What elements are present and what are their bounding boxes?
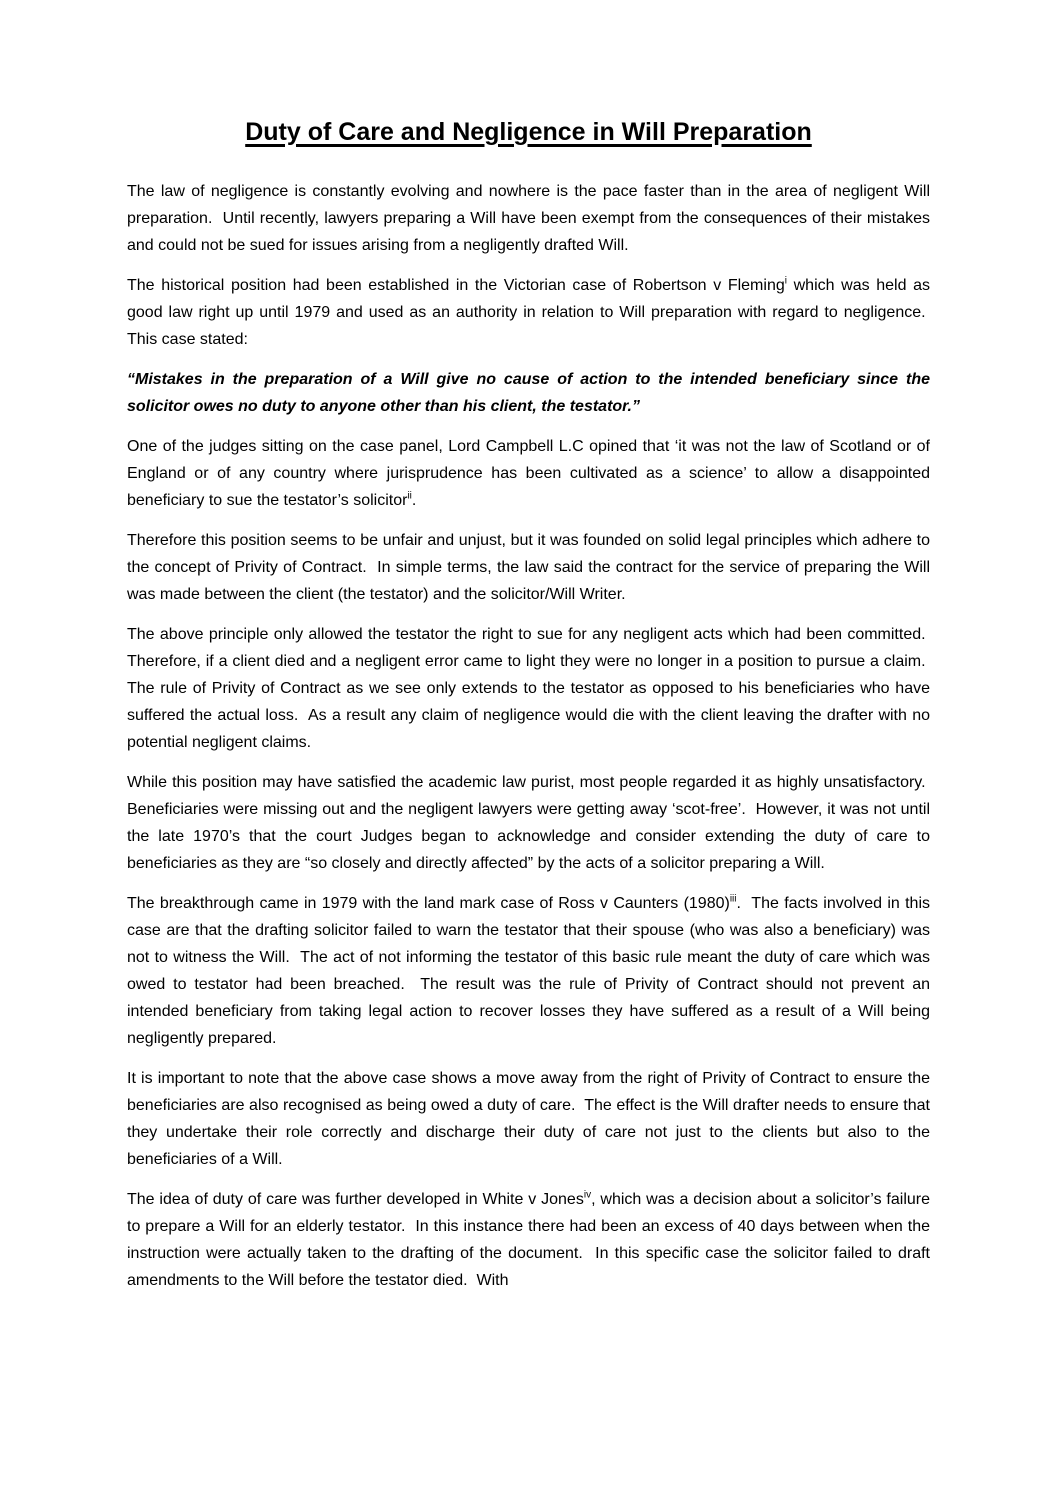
text-run: which was held as good law right up until 1979 and used as an authority in relation to Will preparation with regard to negligence. This case stated: (127, 277, 930, 348)
text-run: . The facts involved in this case are that the drafting solicitor failed to warn the testator that their spouse (who was also a beneficiary) was not to witness the Will. The act of not informing the testator of this basic rule meant the duty of care which was owed to testator had been breached. The result was the rule of Privity of Contract should not prevent an intended beneficiary from taking legal action to recover losses they have suffered as a result of a Will being negligently prepared. (127, 895, 931, 1047)
text-run: The idea of duty of care was further developed in White v Jones (127, 1191, 584, 1208)
paragraph (127, 621, 930, 756)
paragraph (127, 769, 930, 877)
paragraph (127, 178, 930, 259)
paragraph (127, 433, 930, 514)
footnote-reference: ii (407, 490, 412, 502)
text-run: “Mistakes in the preparation of a Will give no cause of action to the intended beneficiary since the solicitor owes no duty to anyone other than his client, the testator.” (127, 371, 930, 415)
footnote-reference: iii (729, 893, 737, 905)
paragraph (127, 1186, 930, 1294)
footnote-reference: iv (583, 1189, 592, 1201)
document-title: Duty of Care and Negligence in Will Preparation (245, 118, 812, 146)
text-run: It is important to note that the above case shows a move away from the right of Privity of Contract to ensure the beneficiaries are also recognised as being owed a duty of care. The effect is the Will drafter needs to ensure that they undertake their role correctly and discharge their duty of care not just to the clients but also to the beneficiaries of a Will. (127, 1070, 930, 1168)
text-run: The historical position had been established in the Victorian case of Robertson v Fleming (127, 277, 785, 294)
text-run: Therefore this position seems to be unfair and unjust, but it was founded on solid legal principles which adhere to the concept of Privity of Contract. In simple terms, the law said the contract for the service of preparing the Will was made between the client (the testator) and the solicitor/Will Writer. (127, 532, 930, 603)
text-run: While this position may have satisfied the academic law purist, most people regarded it as highly unsatisfactory. Beneficiaries were missing out and the negligent lawyers were getting away ‘scot-free’. However, it was not until the late 1970’s that the court Judges began to acknowledge and consider extending the duty of care to beneficiaries as they are “so closely and directly affected” by the acts of a solicitor preparing a Will. (127, 774, 930, 872)
footnote-reference: i (784, 275, 787, 287)
paragraph (127, 1065, 930, 1173)
paragraph (127, 527, 930, 608)
text-run: The above principle only allowed the testator the right to sue for any negligent acts which had been committed. Therefore, if a client died and a negligent error came to light they were no longer in a position to pursue a claim. The rule of Privity of Contract as we see only extends to the testator as opposed to his beneficiaries who have suffered the actual loss. As a result any claim of negligence would die with the client leaving the drafter with no potential negligent claims. (127, 626, 930, 751)
text-run: The law of negligence is constantly evolving and nowhere is the pace faster than in the area of negligent Will preparation. Until recently, lawyers preparing a Will have been exempt from the consequences of their mistakes and could not be sued for issues arising from a negligently drafted Will. (127, 183, 930, 254)
quote-paragraph (127, 366, 930, 420)
text-run: One of the judges sitting on the case panel, Lord Campbell L.C opined that ‘it was not the law of Scotland or of England or of any country where jurisprudence has been cultivated as a science’ to allow a disappointed beneficiary to sue the testator’s solicitor (127, 438, 930, 509)
paragraph (127, 272, 930, 353)
paragraph (127, 890, 930, 1052)
text-run: , which was a decision about a solicitor’s failure to prepare a Will for an elderly testator. In this instance there had been an excess of 40 days between when the instruction were actually taken to the drafting of the document. In this specific case the solicitor failed to draft amendments to the Will before the testator died. With (127, 1191, 931, 1289)
document-body (127, 178, 930, 1294)
text-run: The breakthrough came in 1979 with the land mark case of Ross v Caunters (1980) (127, 895, 730, 912)
text-run: . (411, 492, 417, 509)
